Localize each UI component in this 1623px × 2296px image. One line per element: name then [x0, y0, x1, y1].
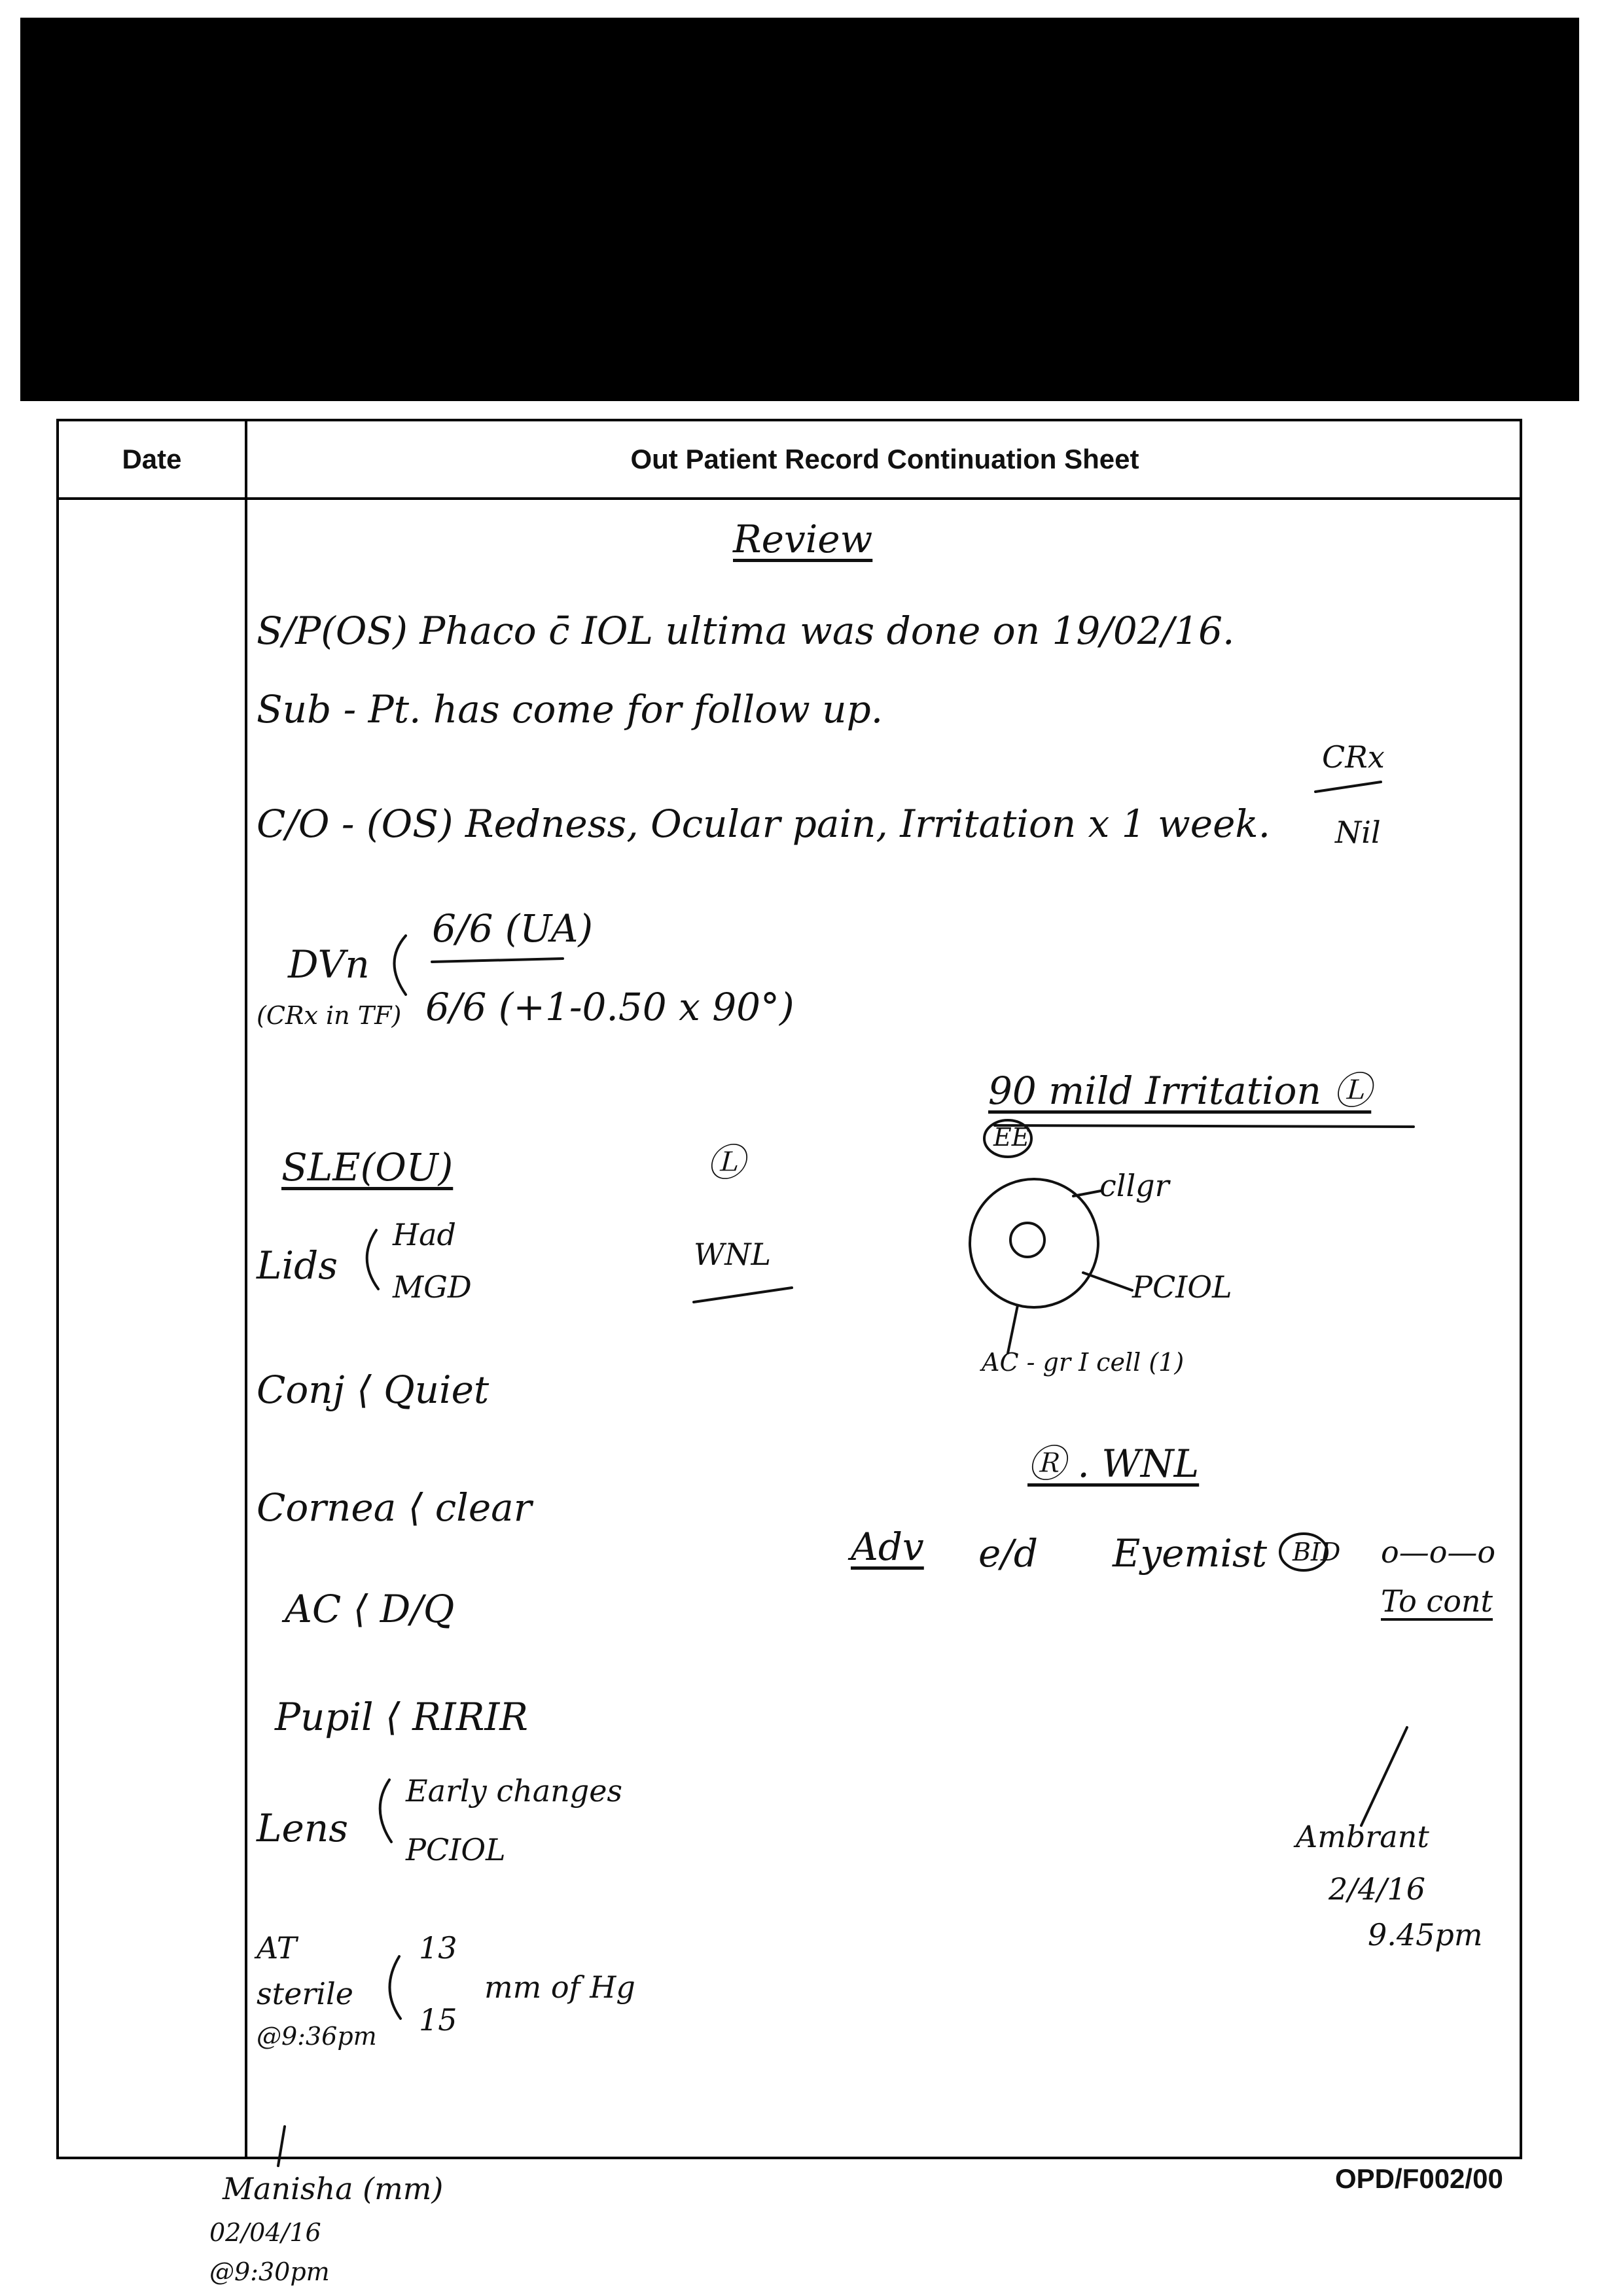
- dose-pattern: o—o—o: [1381, 1534, 1496, 1570]
- eye-diagram-outer-circle: [970, 1179, 1098, 1307]
- signature-1-time: 9.45pm: [1368, 1917, 1483, 1952]
- signature-2-stroke: [278, 2127, 285, 2166]
- diagnosis-text: 90 mild Irritation Ⓛ: [988, 1069, 1372, 1113]
- wnl-underline: [694, 1288, 792, 1302]
- lids-brace: [367, 1230, 378, 1289]
- iop-reading-1: 13: [419, 1930, 457, 1966]
- crx-label: CRx: [1322, 739, 1385, 775]
- advice-frequency: BID: [1293, 1538, 1341, 1566]
- cornea-finding: Cornea ⟨ clear: [257, 1485, 532, 1530]
- signature-2-name: Manisha (mm): [223, 2171, 444, 2206]
- signature-1-name: Ambrant: [1296, 1819, 1429, 1854]
- diagram-label-ac: AC - gr I cell (1): [982, 1348, 1185, 1377]
- signature-2-time: @9:30pm: [209, 2257, 330, 2286]
- dva-line-1: 6/6 (UA): [432, 906, 594, 951]
- to-continue-note: To cont: [1381, 1583, 1493, 1619]
- sle-heading: SLE(OU): [281, 1145, 454, 1190]
- lids-finding-1: Had: [393, 1217, 456, 1252]
- lens-brace: [380, 1780, 391, 1842]
- dva-line-2: 6/6 (+1-0.50 x 90°): [425, 985, 794, 1029]
- date-column-header: Date: [122, 444, 182, 474]
- iop-time: @9:36pm: [257, 2022, 377, 2051]
- right-eye-wnl: Ⓡ . WNL: [1027, 1441, 1200, 1486]
- diagram-label-cgr: cllgr: [1099, 1168, 1169, 1203]
- iop-unit: mm of Hg: [484, 1969, 635, 2005]
- signature-1-date: 2/4/16: [1329, 1871, 1426, 1907]
- history-line-2: Sub - Pt. has come for follow up.: [257, 687, 883, 732]
- advice-label: Adv: [851, 1525, 924, 1569]
- at-sub-label: sterile: [257, 1976, 353, 2011]
- iop-brace: [389, 1956, 401, 2019]
- signature-2-date: 02/04/16: [209, 2218, 321, 2247]
- ac-leader-line: [1008, 1305, 1018, 1353]
- diagnosis-rule: [995, 1125, 1414, 1127]
- conj-finding: Conj ⟨ Quiet: [257, 1368, 490, 1412]
- complaint-line: C/O - (OS) Redness, Ocular pain, Irritation x 1 week.: [257, 802, 1271, 846]
- ac-finding: AC ⟨ D/Q: [285, 1587, 455, 1631]
- dva-sub-label: (CRx in TF): [257, 1001, 402, 1030]
- lens-finding-1: Early changes: [406, 1773, 623, 1809]
- pciol-leader-line: [1083, 1273, 1132, 1290]
- diagram-label-pciol: PCIOL: [1132, 1269, 1232, 1305]
- wnl-note: WNL: [694, 1237, 772, 1272]
- crx-value: Nil: [1335, 815, 1381, 850]
- at-label: AT: [257, 1930, 297, 1966]
- history-line-1: S/P(OS) Phaco c̄ IOL ultima was done on 19/02/16.: [257, 609, 1235, 653]
- form-code: OPD/F002/00: [1335, 2163, 1503, 2194]
- frequency-circle: [1280, 1534, 1327, 1570]
- ee-label: EE: [993, 1123, 1030, 1152]
- advice-eye: e/d: [978, 1531, 1038, 1576]
- lids-label: Lids: [257, 1243, 338, 1288]
- iop-reading-2: 15: [419, 2002, 457, 2038]
- dva-divider: [432, 959, 563, 962]
- dva-brace: [395, 936, 406, 995]
- lens-finding-2: PCIOL: [406, 1832, 506, 1867]
- review-heading: Review: [733, 517, 873, 561]
- sheet-title: Out Patient Record Continuation Sheet: [630, 444, 1139, 474]
- eye-diagram-pupil-circle: [1010, 1223, 1044, 1257]
- advice-medication: Eyemist: [1113, 1531, 1268, 1576]
- dva-label: DVn: [288, 942, 370, 987]
- signature-1-stroke: [1361, 1727, 1407, 1826]
- cgr-leader-line: [1073, 1191, 1101, 1196]
- crx-divider: [1315, 782, 1381, 792]
- pupil-finding: Pupil ⟨ RIRIR: [275, 1695, 528, 1739]
- left-eye-mark: Ⓛ: [707, 1140, 745, 1185]
- lids-finding-2: MGD: [393, 1269, 472, 1305]
- lens-label: Lens: [257, 1806, 348, 1850]
